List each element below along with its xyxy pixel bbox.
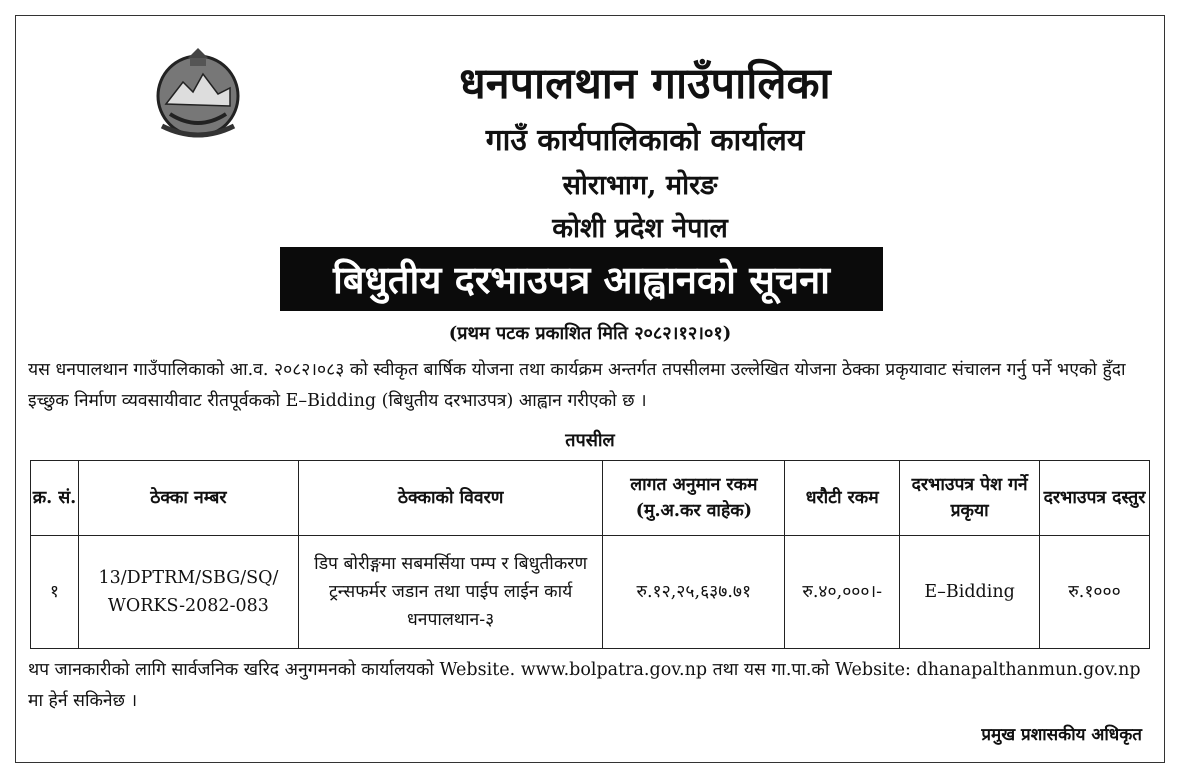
office-name: गाउँ कार्यपालिकाको कार्यालय <box>485 123 805 158</box>
signature-title: प्रमुख प्रशासकीय अधिकृत <box>981 725 1142 745</box>
details-heading: तपसील <box>565 430 615 451</box>
table-row <box>31 536 1150 649</box>
notice-title-banner: बिधुतीय दरभाउपत्र आह्वानको सूचना <box>280 247 883 311</box>
cell-deposit: रु.४०,०००।- <box>785 536 900 649</box>
col-estimate: लागत अनुमान रकम (मु.अ.कर वाहेक) <box>603 461 785 536</box>
col-contract-no: ठेक्का नम्बर <box>78 461 298 536</box>
office-address: सोराभाग, मोरङ <box>562 170 718 201</box>
cell-fee: रु.१००० <box>1040 536 1150 649</box>
col-fee: दरभाउपत्र दस्तुर <box>1040 461 1150 536</box>
intro-paragraph: यस धनपालथान गाउँपालिकाको आ.व. २०८२।०८३ को स्वीकृत बार्षिक योजना तथा कार्यक्रम अन्तर्गत तपसीलमा उल्लेखित योजना ठेक्का प्रकृयावाट संचालन गर्नु पर्ने भएको हुँदा इच्छुक निर्माण व्यवसायीवाट रीतपूर्वकको E–Bidding (बिधुतीय दरभाउपत्र) आह्वान गरीएको छ । <box>28 360 1126 411</box>
table-header-row <box>31 461 1150 536</box>
cell-method: E–Bidding <box>900 536 1040 649</box>
col-serial: क्र. सं. <box>31 461 79 536</box>
publish-date: (प्रथम पटक प्रकाशित मिति २०८२।१२।०१) <box>448 323 732 344</box>
cell-estimate: रु.१२,२५,६३७.७१ <box>603 536 785 649</box>
cell-serial: १ <box>31 536 79 649</box>
footer-note: थप जानकारीको लागि सार्वजनिक खरिद अनुगमनको कार्यालयको Website. www.bolpatra.gov.np तथा यस गा.पा.को Website: dhanapalthanmun.gov.np मा हेर्न सकिनेछ । <box>28 660 1141 711</box>
cell-description: डिप बोरीङ्गमा सबमर्सिया पम्प र बिधुतीकरण ट्रन्सफर्मर जडान तथा पाईप लाईन कार्य धनपालथान-३ <box>298 536 603 649</box>
province-name: कोशी प्रदेश नेपाल <box>552 213 728 244</box>
col-deposit: धरौटी रकम <box>785 461 900 536</box>
tender-table <box>30 460 1150 649</box>
municipality-name: धनपालथान गाउँपालिका <box>459 59 831 109</box>
cell-contract-no: 13/DPTRM/SBG/SQ/ WORKS-2082-083 <box>78 536 298 649</box>
col-method: दरभाउपत्र पेश गर्ने प्रकृया <box>900 461 1040 536</box>
col-description: ठेक्काको विवरण <box>298 461 603 536</box>
